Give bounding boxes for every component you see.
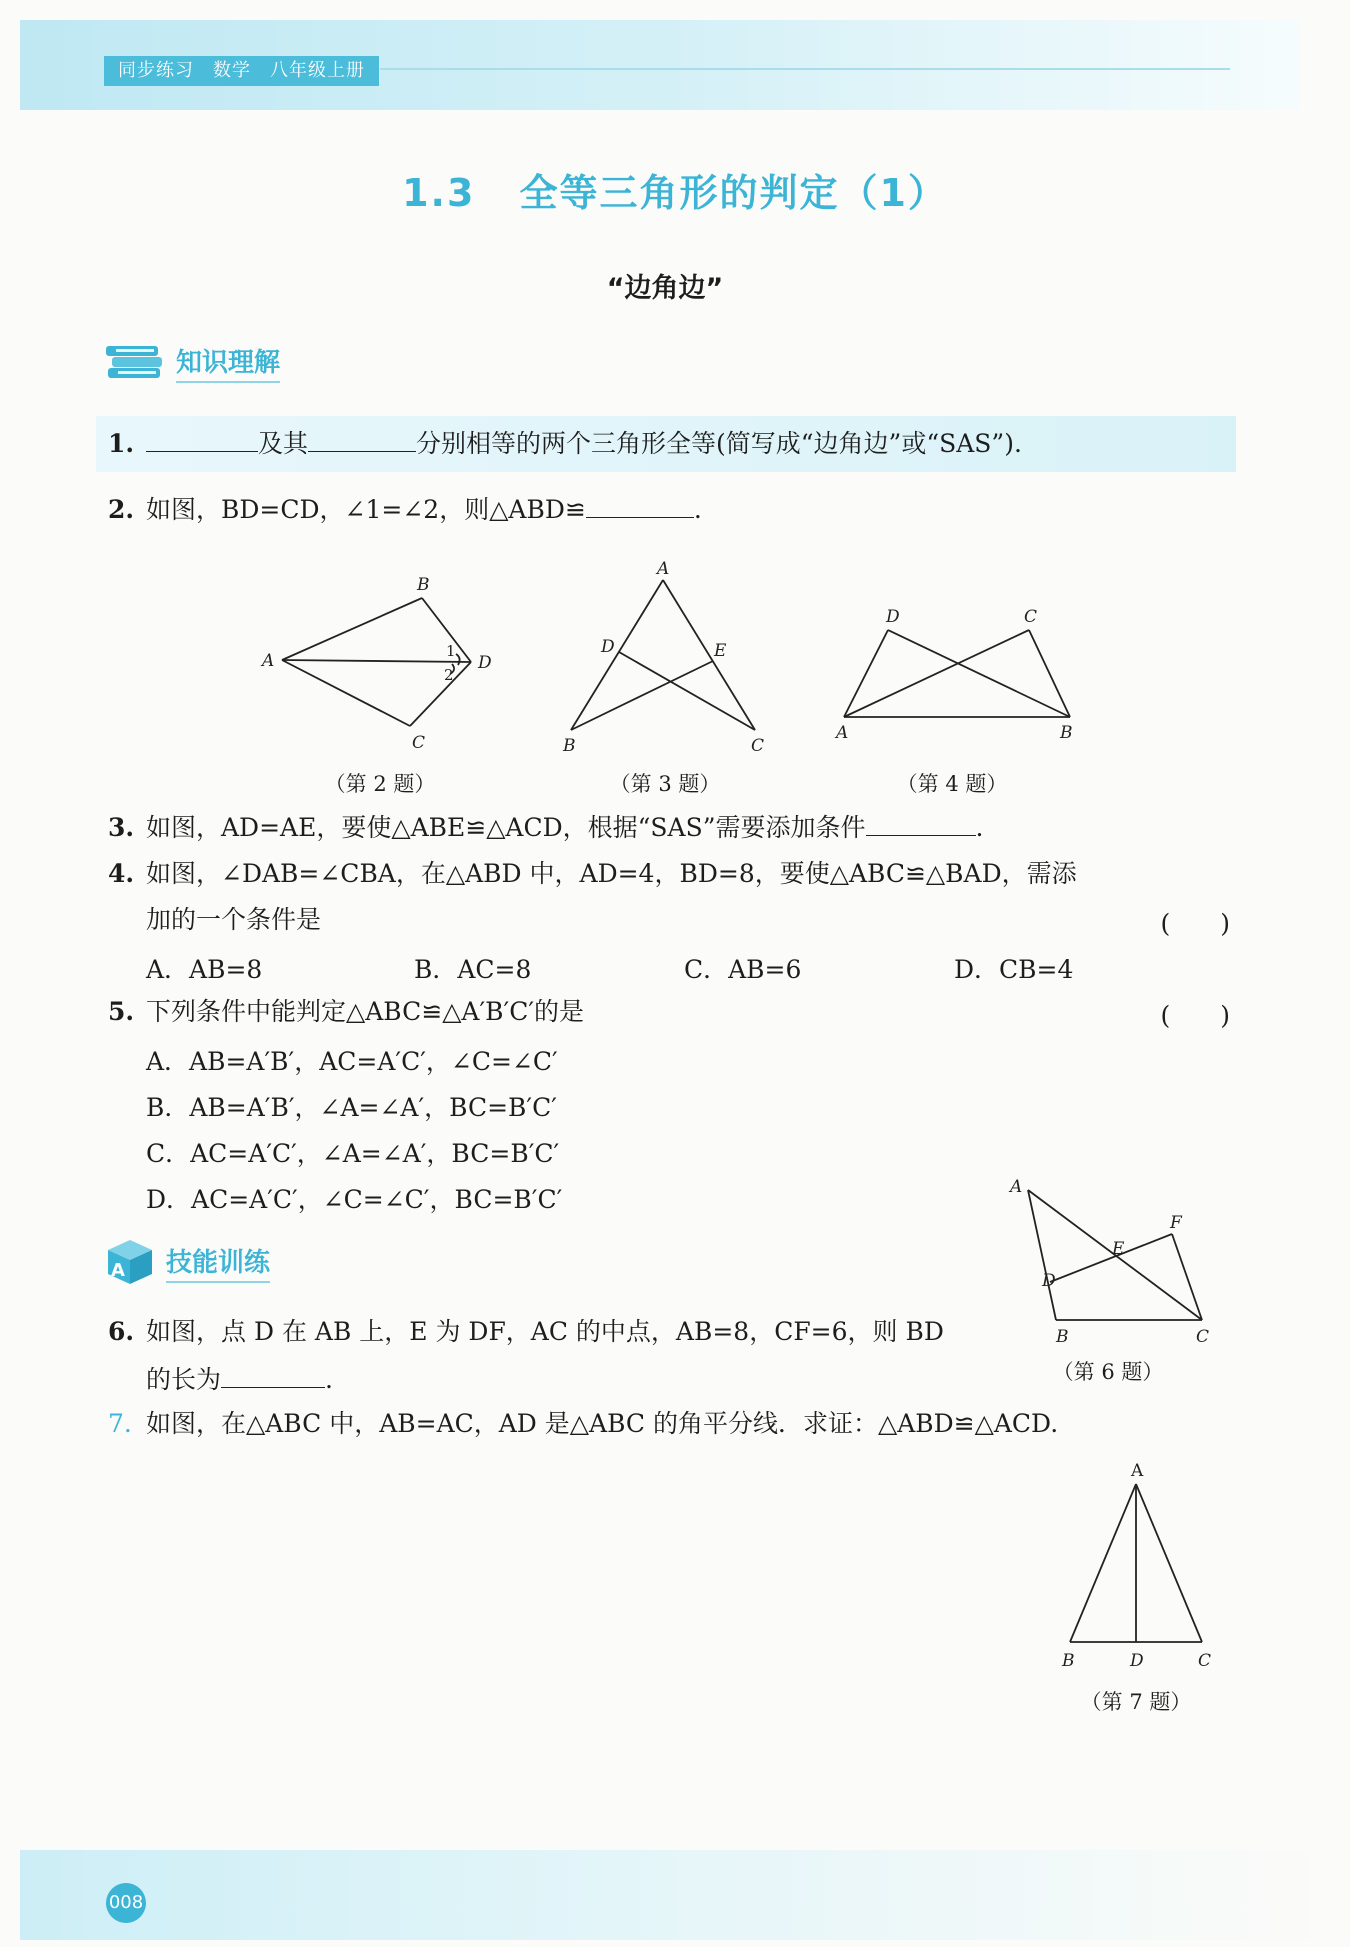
f3-label-e: E: [714, 641, 727, 661]
f2-angle-1: 1: [446, 642, 456, 660]
q4-line-2: 加的一个条件是: [146, 905, 322, 934]
q4-option-a[interactable]: A．AB=8: [146, 955, 263, 984]
q3-end: .: [975, 813, 984, 842]
page-number: 008: [106, 1883, 146, 1923]
q5-option-a[interactable]: A．AB=A′B′，AC=A′C′，∠C=∠C′: [146, 1047, 558, 1076]
q6-line-2-wrap: [146, 1364, 333, 1396]
f6-label-c: C: [1196, 1327, 1210, 1347]
f4-label-d: D: [886, 607, 900, 627]
footer-band: [20, 1850, 1320, 1940]
caption-figure-2: （第 2 题）: [324, 772, 436, 796]
cube-icon: [104, 1236, 156, 1288]
q4-answer-paren[interactable]: ( ): [1160, 909, 1230, 938]
q5-number: 5.: [108, 997, 135, 1026]
q5-option-b[interactable]: B．AB=A′B′，∠A=∠A′，BC=B′C′: [146, 1093, 557, 1122]
q6-number: 6.: [108, 1317, 135, 1346]
f6-label-b: B: [1056, 1327, 1069, 1347]
q1-blank-2[interactable]: [308, 429, 416, 452]
q4-number: 4.: [108, 859, 135, 888]
f7-label-d: D: [1130, 1651, 1144, 1671]
lesson-title-text: 全等三角形的判定（1）: [519, 171, 948, 215]
f7-label-c: C: [1198, 1651, 1212, 1671]
section-skills: [104, 1236, 270, 1288]
caption-figure-3: （第 3 题）: [609, 772, 721, 796]
f6-label-f: F: [1170, 1213, 1182, 1233]
q4-line-1: 如图，∠DAB=∠CBA，在△ABD 中，AD=4，BD=8，要使△ABC≌△BAD，需添: [146, 859, 1077, 888]
f2-label-b: B: [417, 575, 430, 595]
f2-angle-2: 2: [444, 666, 454, 684]
caption-figure-4: （第 4 题）: [896, 772, 1008, 796]
f4-label-c: C: [1024, 607, 1038, 627]
q2-number: 2.: [108, 495, 135, 524]
f3-label-c: C: [751, 736, 765, 756]
q1-number: 1.: [108, 429, 135, 458]
books-icon: [104, 338, 166, 386]
q1-text-2: 分别相等的两个三角形全等(简写成“边角边”或“SAS”).: [416, 429, 1022, 458]
f2-label-a: A: [262, 651, 275, 671]
q2-text: 如图，BD=CD，∠1=∠2，则△ABD≌: [146, 495, 586, 524]
f7-label-a: A: [1131, 1461, 1144, 1481]
q6-line-1: 如图，点 D 在 AB 上，E 为 DF，AC 的中点，AB=8，CF=6，则 BD: [146, 1317, 944, 1346]
q6-end: .: [325, 1365, 333, 1394]
question-5: [108, 996, 584, 1028]
f6-label-e: E: [1112, 1239, 1125, 1259]
question-7: [108, 1408, 1058, 1440]
q5-option-d[interactable]: D．AC=A′C′，∠C=∠C′，BC=B′C′: [146, 1185, 563, 1214]
lesson-title: [0, 162, 1350, 217]
q4-option-b[interactable]: B．AC=8: [414, 955, 532, 984]
question-4: [108, 858, 1077, 890]
q4-option-d[interactable]: D．CB=4: [954, 955, 1074, 984]
section-knowledge: [104, 338, 280, 386]
q1-text-1: 及其: [258, 429, 309, 458]
q3-blank[interactable]: [866, 813, 976, 836]
figure-6: [1000, 1170, 1230, 1350]
q4-option-c[interactable]: C．AB=6: [684, 955, 802, 984]
f2-label-d: D: [478, 653, 492, 673]
question-6: [108, 1316, 944, 1348]
figure-2: [260, 570, 510, 760]
svg-text:A: A: [111, 1260, 125, 1281]
book-tag: 同步练习 数学 八年级上册: [104, 56, 379, 86]
section-knowledge-label: 知识理解: [176, 342, 280, 383]
question-2: [108, 494, 702, 526]
section-skills-label: 技能训练: [166, 1242, 270, 1283]
q1-blank-1[interactable]: [146, 429, 258, 452]
f3-label-b: B: [563, 736, 576, 756]
figure-7: [1050, 1460, 1220, 1680]
f4-label-b: B: [1060, 723, 1073, 743]
caption-figure-7: （第 7 题）: [1080, 1690, 1192, 1714]
f3-label-a: A: [657, 560, 670, 579]
question-1: [108, 428, 1022, 460]
figure-3: [555, 560, 775, 760]
f3-label-d: D: [601, 637, 615, 657]
f4-label-a: A: [836, 723, 849, 743]
q2-end: .: [693, 495, 702, 524]
q7-text: 如图，在△ABC 中，AB=AC，AD 是△ABC 的角平分线．求证：△ABD≌△ACD.: [146, 1409, 1059, 1438]
lesson-subtitle: “边角边”: [606, 273, 724, 304]
q6-blank[interactable]: [221, 1365, 325, 1388]
header-rule: [380, 68, 1230, 70]
f6-label-a: A: [1010, 1177, 1023, 1197]
f2-label-c: C: [412, 733, 426, 753]
question-3: [108, 812, 983, 844]
q5-answer-paren[interactable]: ( ): [1160, 1001, 1230, 1030]
caption-figure-6: （第 6 题）: [1052, 1360, 1164, 1384]
q7-number: 7.: [108, 1409, 132, 1438]
figure-4: [826, 600, 1096, 750]
lesson-number: 1.3: [402, 171, 476, 215]
q5-option-c[interactable]: C．AC=A′C′，∠A=∠A′，BC=B′C′: [146, 1139, 560, 1168]
q3-number: 3.: [108, 813, 135, 842]
q5-text: 下列条件中能判定△ABC≌△A′B′C′的是: [146, 997, 585, 1026]
q3-text: 如图，AD=AE，要使△ABE≌△ACD，根据“SAS”需要添加条件: [146, 813, 866, 842]
f6-label-d: D: [1042, 1271, 1056, 1291]
q6-line-2: 的长为: [146, 1365, 222, 1394]
q2-blank[interactable]: [586, 495, 694, 518]
f7-label-b: B: [1062, 1651, 1075, 1671]
